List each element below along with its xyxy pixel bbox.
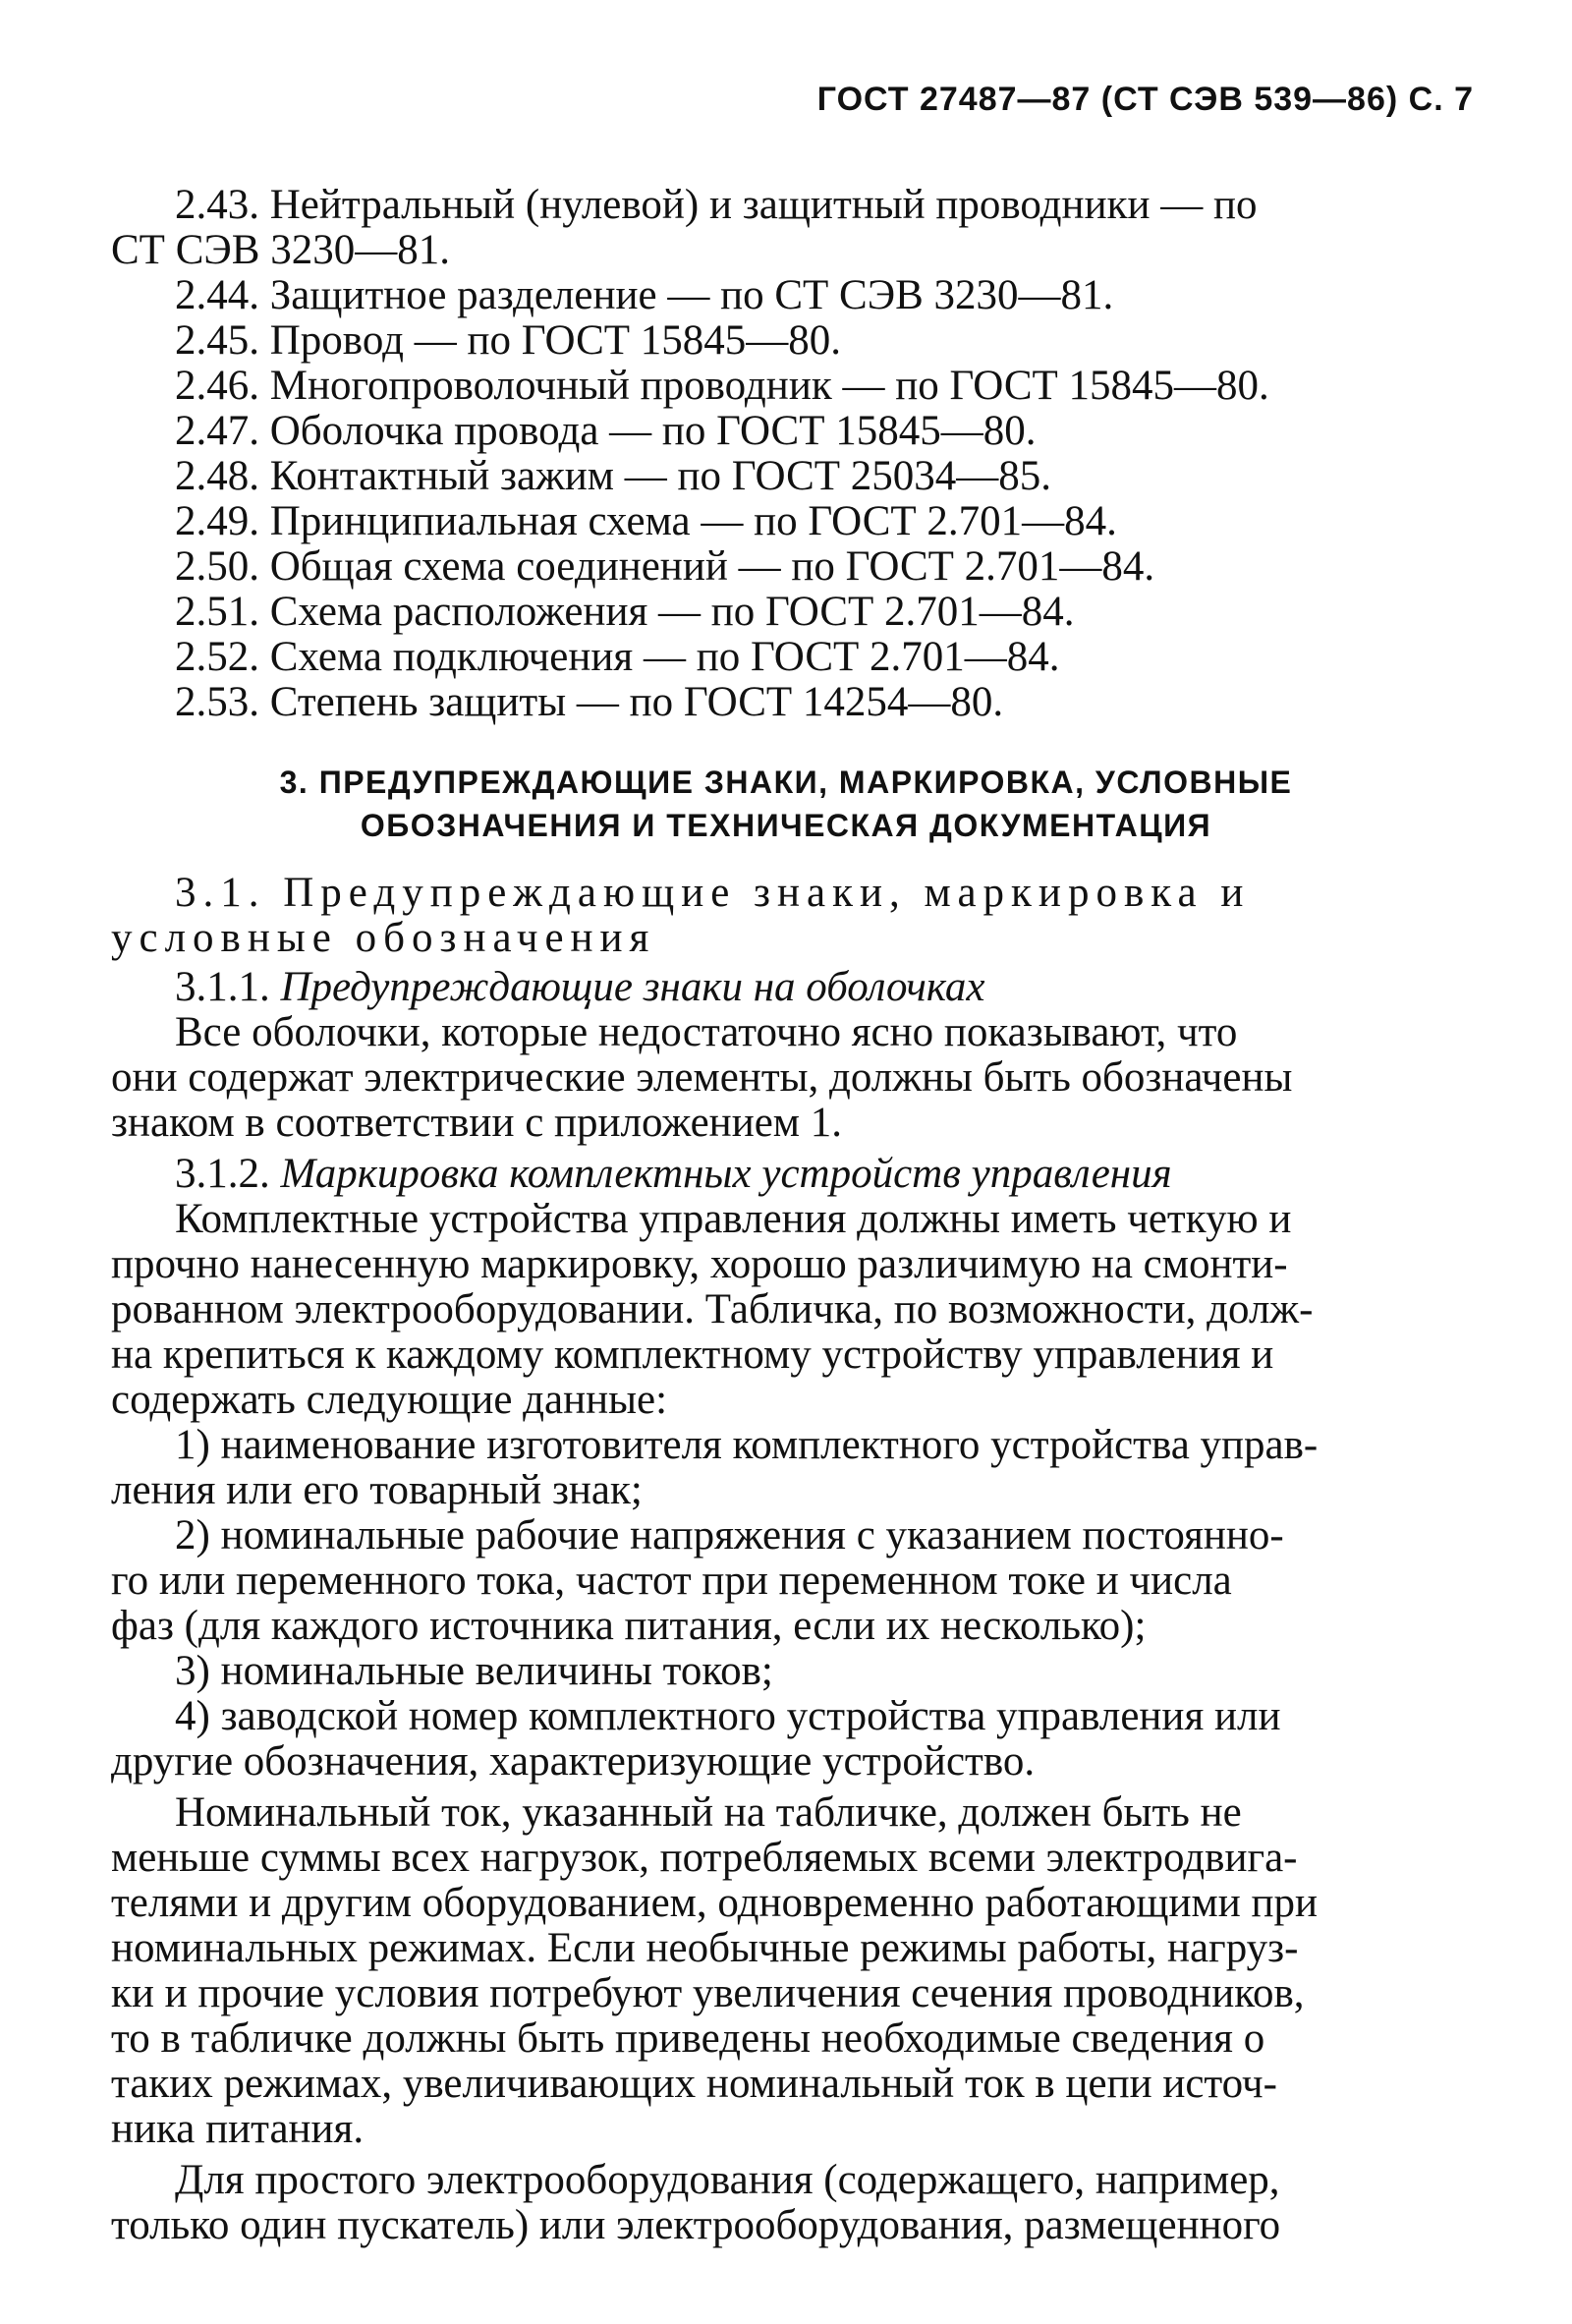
text-line: ки и прочие условия потребуют увеличения сечения проводников, xyxy=(111,1970,1305,2016)
text-line: на крепиться к каждому комплектному устройству управления и xyxy=(111,1332,1274,1378)
section-heading: 3. ПРЕДУПРЕЖДАЮЩИЕ ЗНАКИ, МАРКИРОВКА, УСЛОВНЫЕ xyxy=(279,765,1293,800)
text-line: телями и другим оборудованием, одновременно работающими при xyxy=(111,1880,1319,1926)
clause-heading: Предупреждающие знаки на оболочках xyxy=(280,964,985,1010)
text-line: номинальных режимах. Если необычные режимы работы, нагруз- xyxy=(111,1925,1299,1971)
definition-line: СТ СЭВ 3230—81. xyxy=(111,227,450,273)
text-line: Все оболочки, которые недостаточно ясно показывают, что xyxy=(175,1009,1238,1055)
definition-line: 2.52. Схема подключения — по ГОСТ 2.701—84. xyxy=(175,634,1060,680)
text-line: таких режимах, увеличивающих номинальный ток в цепи источ- xyxy=(111,2061,1277,2107)
text-line: содержать следующие данные: xyxy=(111,1377,668,1423)
list-item: 4) заводской номер комплектного устройства управления или xyxy=(175,1693,1281,1739)
text-line: меньше суммы всех нагрузок, потребляемых всеми электродвига- xyxy=(111,1835,1298,1881)
text-line: Комплектные устройства управления должны иметь четкую и xyxy=(175,1196,1292,1242)
definition-line: 2.51. Схема расположения — по ГОСТ 2.701—84. xyxy=(175,589,1075,635)
list-item: 3) номинальные величины токов; xyxy=(175,1648,773,1694)
list-item: 1) наименование изготовителя комплектного устройства управ- xyxy=(175,1422,1319,1468)
list-item: 2) номинальные рабочие напряжения с указанием постоянно- xyxy=(175,1512,1284,1559)
text-line: го или переменного тока, частот при переменном токе и числа xyxy=(111,1558,1232,1604)
text-line: прочно нанесенную маркировку, хорошо различимую на смонти- xyxy=(111,1241,1288,1287)
text-line: то в табличке должны быть приведены необходимые сведения о xyxy=(111,2015,1265,2062)
text-line: знаком в соответствии с приложением 1. xyxy=(111,1100,842,1146)
definition-line: 2.50. Общая схема соединений — по ГОСТ 2.701—84. xyxy=(175,543,1155,590)
definition-line: 2.44. Защитное разделение — по СТ СЭВ 3230—81. xyxy=(175,272,1114,318)
definition-line: 2.47. Оболочка провода — по ГОСТ 15845—80. xyxy=(175,408,1037,454)
section-heading: ОБОЗНАЧЕНИЯ И ТЕХНИЧЕСКАЯ ДОКУМЕНТАЦИЯ xyxy=(360,808,1212,843)
text-line: Номинальный ток, указанный на табличке, должен быть не xyxy=(175,1789,1242,1836)
text-line: фаз (для каждого источника питания, если их несколько); xyxy=(111,1603,1147,1649)
text-line: они содержат электрические элементы, должны быть обозначены xyxy=(111,1054,1293,1101)
subsection-title: 3.1. Предупреждающие знаки, маркировка и xyxy=(175,870,1251,916)
definition-line: 2.43. Нейтральный (нулевой) и защитный проводники — по xyxy=(175,182,1258,228)
clause-title xyxy=(175,965,1550,1010)
text-line: рованном электрооборудовании. Табличка, по возможности, долж- xyxy=(111,1286,1314,1332)
clause-number: 3.1.2. xyxy=(175,1151,281,1197)
text-line: Для простого электрооборудования (содержащего, например, xyxy=(175,2157,1280,2203)
clause-title xyxy=(175,1152,1550,1197)
clause-heading: Маркировка комплектных устройств управления xyxy=(280,1151,1172,1197)
definition-line: 2.48. Контактный зажим — по ГОСТ 25034—85. xyxy=(175,453,1052,499)
text-line: другие обозначения, характеризующие устройство. xyxy=(111,1738,1036,1785)
clause-number: 3.1.1. xyxy=(175,964,281,1010)
definition-line: 2.53. Степень защиты — по ГОСТ 14254—80. xyxy=(175,679,1004,725)
definition-line: 2.45. Провод — по ГОСТ 15845—80. xyxy=(175,317,842,364)
text-line: ника питания. xyxy=(111,2106,365,2152)
definition-line: 2.46. Многопроволочный проводник — по ГОСТ 15845—80. xyxy=(175,363,1269,409)
subsection-title: условные обозначения xyxy=(111,915,656,961)
text-line: ления или его товарный знак; xyxy=(111,1467,643,1513)
text-line: только один пускатель) или электрооборудования, размещенного xyxy=(111,2202,1281,2248)
page-header: ГОСТ 27487—87 (СТ СЭВ 539—86) С. 7 xyxy=(816,81,1474,118)
definition-line: 2.49. Принципиальная схема — по ГОСТ 2.701—84. xyxy=(175,498,1117,544)
